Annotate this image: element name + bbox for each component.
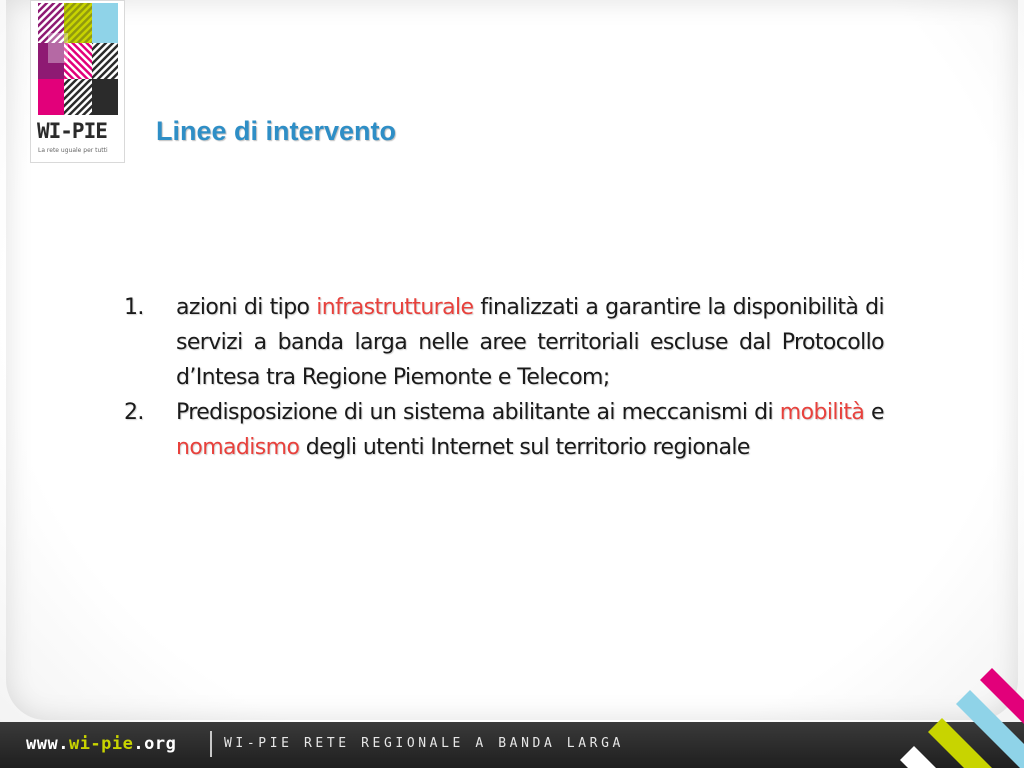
list-item-number: 2. [124, 400, 144, 425]
footer-website-link[interactable] [26, 734, 176, 754]
highlight-mobilita: mobilità [779, 400, 865, 425]
list-item [120, 395, 884, 465]
footer-divider [210, 731, 212, 757]
highlight-nomadismo: nomadismo [176, 435, 300, 460]
list-item-text: degli utenti Internet sul territorio regionale [299, 435, 750, 460]
footer-stripes-icon [760, 722, 1024, 768]
logo-tagline: La rete uguale per tutti [38, 147, 108, 154]
list-item-text: azioni di tipo [176, 295, 317, 320]
logo-pattern-icon [38, 3, 118, 115]
footer-bar [0, 722, 1024, 768]
logo-name: WI-PIE [37, 119, 107, 143]
highlight-infrastrutturale: infrastrutturale [316, 295, 474, 320]
footer-url-prefix: www. [26, 734, 69, 754]
list-item-number: 1. [124, 295, 144, 320]
list-item-text: e [864, 400, 884, 425]
footer-url-domain: wi-pie [68, 734, 134, 754]
list-item-text: finalizzati a garantire la disponibilità di servizi a banda larga nelle aree territoriali escluse dal Protocollo d’Intesa tra Regione Piemonte e Telecom; [176, 295, 884, 390]
footer-url-suffix: .org [133, 734, 177, 754]
intervention-list [120, 290, 884, 465]
footer-tagline: WI-PIE RETE REGIONALE A BANDA LARGA [224, 736, 624, 751]
list-item-text: Predisposizione di un sistema abilitante ai meccanismi di [176, 400, 780, 425]
wi-pie-logo [30, 0, 125, 163]
slide-title: Linee di intervento [156, 116, 397, 146]
list-item [120, 290, 884, 395]
